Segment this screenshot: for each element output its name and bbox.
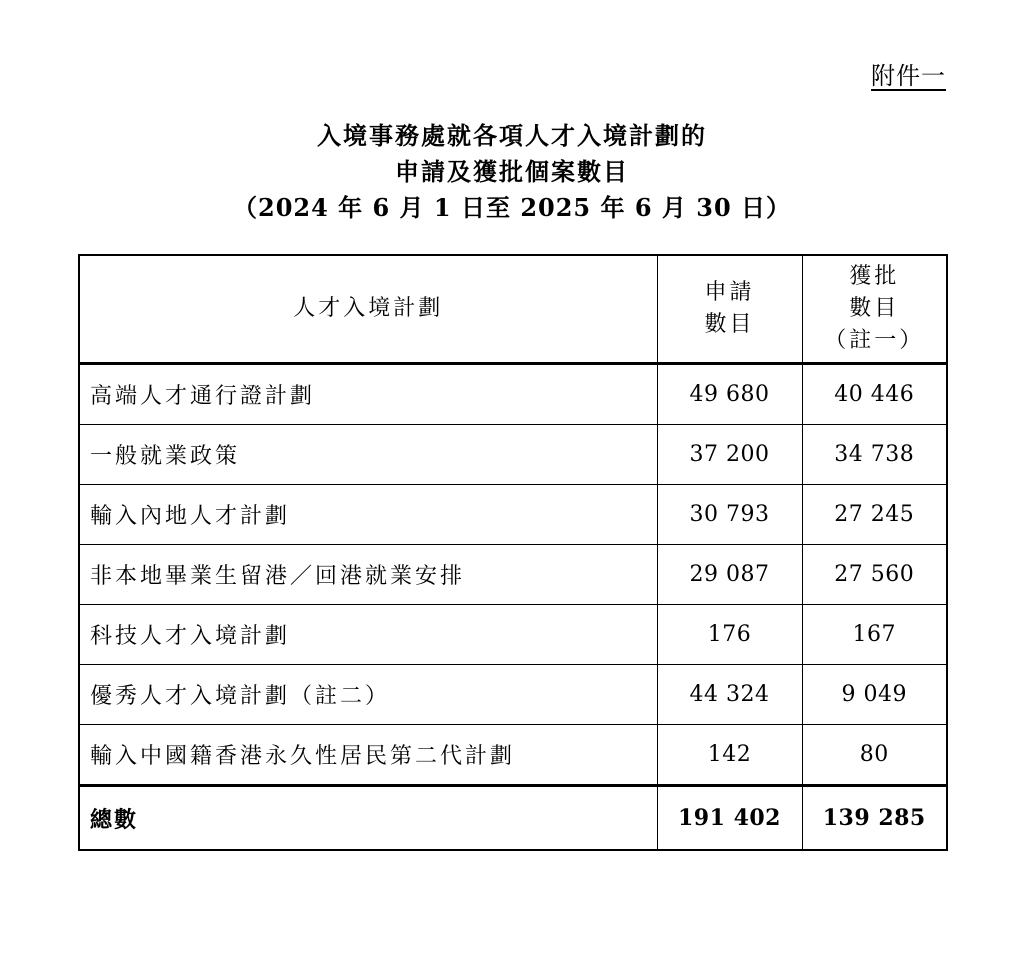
title-line-1: 入境事務處就各項人才入境計劃的 bbox=[317, 121, 707, 150]
header-approved: 獲批 數目 （註一） bbox=[802, 255, 947, 364]
title-line-2: 申請及獲批個案數目 bbox=[395, 157, 629, 186]
applications-count: 142 bbox=[657, 725, 802, 786]
annex-label: 附件一 bbox=[871, 62, 946, 90]
scheme-name: 科技人才入境計劃 bbox=[79, 605, 657, 665]
total-approved: 139 285 bbox=[802, 786, 947, 851]
table-row bbox=[79, 665, 947, 725]
table-row bbox=[79, 364, 947, 425]
approved-count: 27 245 bbox=[802, 485, 947, 545]
table-header-row bbox=[79, 255, 947, 364]
table-row bbox=[79, 605, 947, 665]
total-applications: 191 402 bbox=[657, 786, 802, 851]
applications-count: 29 087 bbox=[657, 545, 802, 605]
applications-count: 44 324 bbox=[657, 665, 802, 725]
header-scheme: 人才入境計劃 bbox=[79, 255, 657, 364]
approved-count: 9 049 bbox=[802, 665, 947, 725]
approved-count: 27 560 bbox=[802, 545, 947, 605]
table-total-row bbox=[79, 786, 947, 851]
scheme-name: 優秀人才入境計劃（註二） bbox=[79, 665, 657, 725]
applications-count: 49 680 bbox=[657, 364, 802, 425]
scheme-name: 輸入內地人才計劃 bbox=[79, 485, 657, 545]
scheme-name: 輸入中國籍香港永久性居民第二代計劃 bbox=[79, 725, 657, 786]
approved-count: 34 738 bbox=[802, 425, 947, 485]
table-row bbox=[79, 725, 947, 786]
approved-count: 40 446 bbox=[802, 364, 947, 425]
table-row bbox=[79, 545, 947, 605]
applications-count: 176 bbox=[657, 605, 802, 665]
scheme-name: 一般就業政策 bbox=[79, 425, 657, 485]
scheme-name: 高端人才通行證計劃 bbox=[79, 364, 657, 425]
scheme-name: 非本地畢業生留港／回港就業安排 bbox=[79, 545, 657, 605]
approved-count: 80 bbox=[802, 725, 947, 786]
applications-count: 37 200 bbox=[657, 425, 802, 485]
title-period: （2024 年 6 月 1 日至 2025 年 6 月 30 日） bbox=[233, 193, 791, 222]
applications-count: 30 793 bbox=[657, 485, 802, 545]
document-title bbox=[0, 118, 1024, 226]
table-row bbox=[79, 485, 947, 545]
header-applications: 申請 數目 bbox=[657, 255, 802, 364]
table-row bbox=[79, 425, 947, 485]
approved-count: 167 bbox=[802, 605, 947, 665]
total-label: 總數 bbox=[79, 786, 657, 851]
talent-schemes-table bbox=[78, 254, 948, 851]
